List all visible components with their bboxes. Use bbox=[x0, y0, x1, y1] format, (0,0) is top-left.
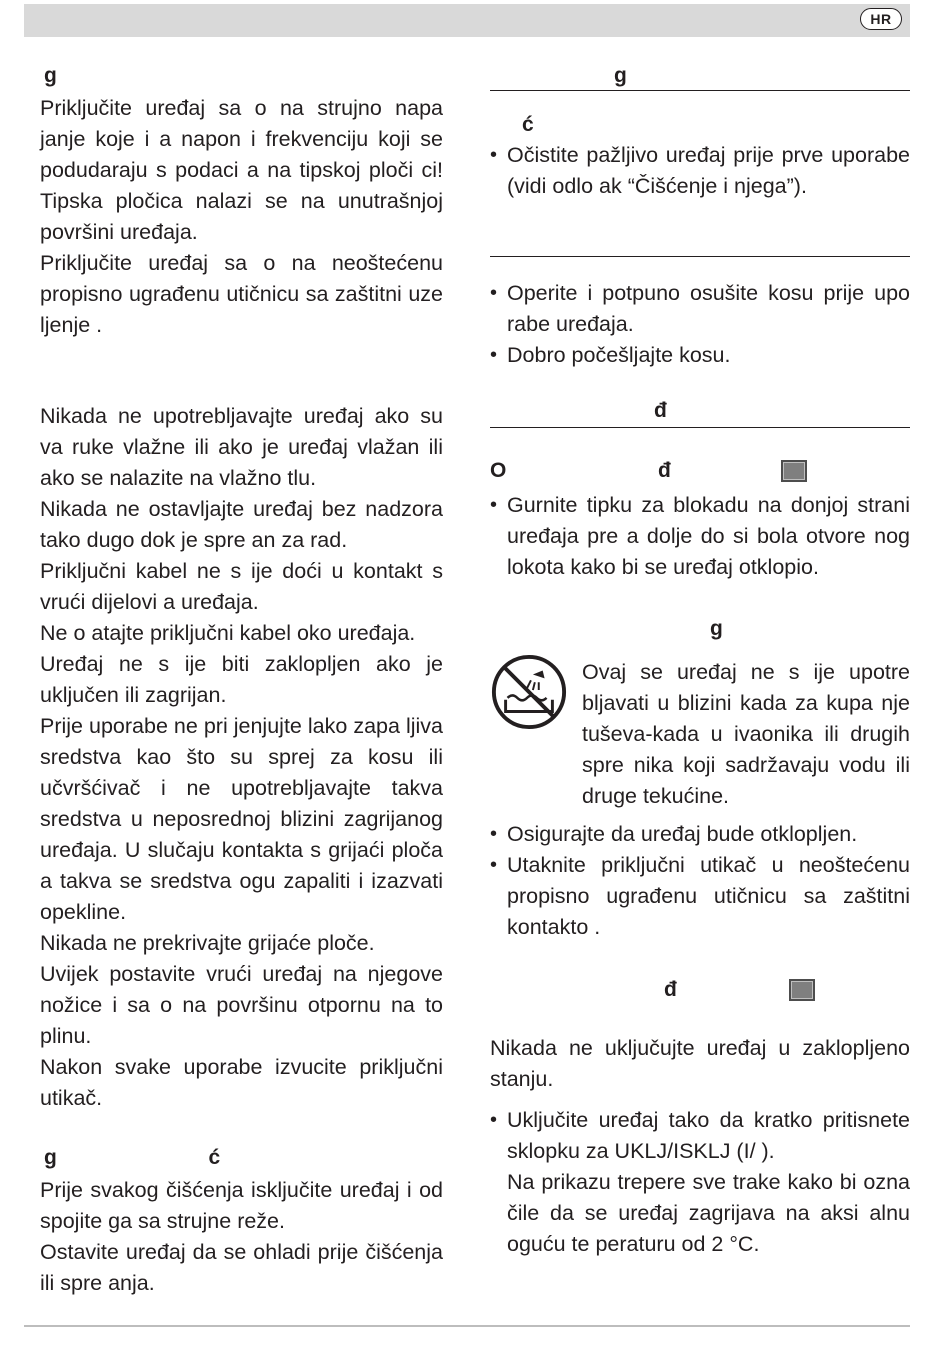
lock-symbol-icon bbox=[781, 460, 807, 482]
safety-paragraph: Nikada ne upotrebljavajte uređaj ako su va ruke vlažne ili ako je uređaj vlažan ili ako se nalazite na vlažno tlu. bbox=[40, 404, 443, 490]
heading-fragment: g bbox=[44, 1146, 57, 1169]
list-item: • Gurnite tipku za blokadu na donjoj strani uređaja pre a dolje do si bola otvore nog lokota kako bi se uređaj otklopio. bbox=[490, 490, 910, 583]
heading-fragment: đ bbox=[658, 459, 671, 482]
heading-fragment: O bbox=[490, 459, 507, 482]
subheading-unlock bbox=[490, 452, 910, 490]
spacer bbox=[40, 341, 443, 401]
list-item: • Očistite pažljivo uređaj prije prve uporabe (vidi odlo ak “Čišćenje i njega”). bbox=[490, 140, 910, 202]
divider bbox=[490, 256, 910, 257]
list-item: • Utaknite priključni utikač u neoštećenu propisno ugrađenu utičnicu sa zaštitni kontakto . bbox=[490, 850, 910, 943]
paragraph-connection-2: Priključite uređaj sa o na neoštećenu propisno ugrađenu utičnicu sa zaštitni uze ljenje . bbox=[40, 251, 443, 337]
safety-paragraph: Nikada ne ostavljajte uređaj bez nadzora tako dugo dok je spre an za rad. bbox=[40, 497, 443, 552]
no-water-warning-icon bbox=[490, 653, 568, 731]
section-heading-connection: g bbox=[44, 64, 57, 87]
left-column bbox=[40, 60, 443, 1299]
paragraph-cleaning-1: Prije svakog čišćenja isključite uređaj i od spojite ga sa strujne reže. bbox=[40, 1178, 443, 1233]
section-heading-cleaning bbox=[40, 1142, 443, 1173]
subheading-switch-on bbox=[490, 971, 910, 1009]
header-bar bbox=[24, 4, 910, 37]
divider bbox=[490, 427, 910, 428]
divider bbox=[490, 90, 910, 91]
list-item: • Osigurajte da uređaj bude otklopljen. bbox=[490, 819, 910, 850]
safety-paragraph: Ne o atajte priključni kabel oko uređaja. bbox=[40, 621, 416, 645]
safety-paragraph: Uređaj ne s ije biti zaklopljen ako je uključen ili zagrijan. bbox=[40, 652, 443, 707]
section-heading-operation: đ bbox=[654, 399, 667, 422]
safety-paragraph: Prije uporabe ne pri jenjujte lako zapa ljiva sredstva kao što su sprej za kosu ili učvršćivač i ne upotrebljavajte takva sredstva u neposrednoj blizini zagrijanog uređaja. U slučaju kontakta s grijaći ploča a takva se sredstva ogu zapaliti i izazvati opekline. bbox=[40, 714, 443, 924]
subheading-first-use: ć bbox=[522, 113, 534, 136]
paragraph-connection-1: Priključite uređaj sa o na strujno napa janje koje i a napon i frekvenciju koji se podudaraju s podaci a na tipskoj ploči ci! Tipska pločica nalazi se na unutrašnjoj površini uređaja. bbox=[40, 96, 443, 244]
list-item-text: Uključite uređaj tako da kratko pritisnete sklopku za UKLJ/ISKLJ (I/ ). bbox=[507, 1108, 910, 1163]
language-badge: HR bbox=[860, 8, 902, 30]
heading-fragment: ć bbox=[208, 1146, 221, 1169]
list-item: • Dobro počešljajte kosu. bbox=[490, 340, 910, 371]
safety-paragraph: Uvijek postavite vrući uređaj na njegove nožice i sa o na površinu otpornu na to plinu. bbox=[40, 962, 443, 1048]
footer-line bbox=[24, 1325, 910, 1327]
list-item: • Operite i potpuno osušite kosu prije upo rabe uređaja. bbox=[490, 278, 910, 340]
heading-fragment: đ bbox=[664, 978, 677, 1001]
paragraph-cleaning-2: Ostavite uređaj da se ohladi prije čišćenja ili spre anja. bbox=[40, 1240, 443, 1295]
safety-paragraph: Nikada ne prekrivajte grijaće ploče. bbox=[40, 931, 375, 955]
warning-text: Ovaj se uređaj ne s ije upotre bljavati u blizini kada za kupa nje tuševa-kada u ivaonika ili drugih spre nika koji sadržavaju vodu ili druge tekućine. bbox=[582, 660, 910, 808]
section-heading-first-use: g bbox=[614, 64, 627, 87]
lock-symbol-icon bbox=[789, 979, 815, 1001]
right-column bbox=[490, 60, 910, 1260]
safety-paragraph: Priključni kabel ne s ije doći u kontakt s vrući dijelovi a uređaja. bbox=[40, 559, 443, 614]
safety-paragraph: Nakon svake uporabe izvucite priključni utikač. bbox=[40, 1055, 443, 1110]
list-item bbox=[490, 1105, 910, 1260]
paragraph-switch-on: Nikada ne uključujte uređaj u zaklopljeno stanju. bbox=[490, 1036, 910, 1091]
subheading-warning: g bbox=[710, 617, 723, 640]
safety-section bbox=[40, 401, 443, 1114]
list-item-text: Na prikazu trepere sve trake kako bi ozna čile da se uređaj zagrijava na aksi alnu oguću te peraturu od 2 °C. bbox=[507, 1170, 910, 1256]
water-warning bbox=[490, 645, 910, 819]
